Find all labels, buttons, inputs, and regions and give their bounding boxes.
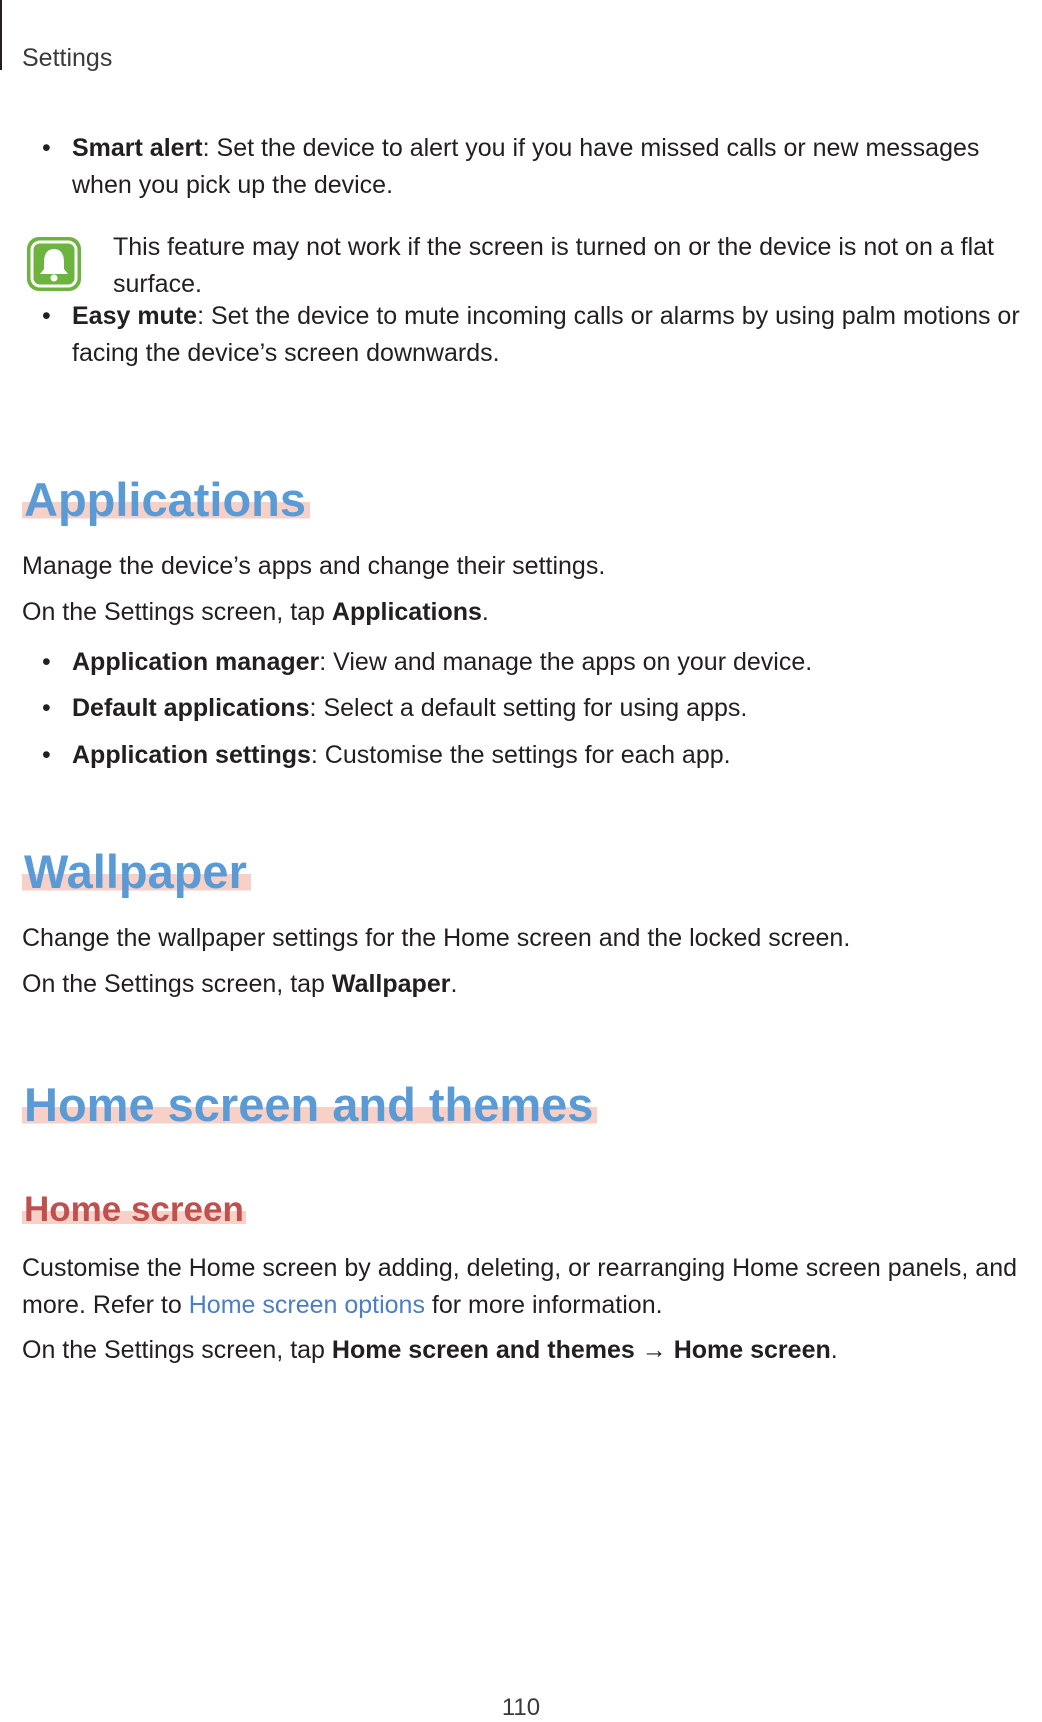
instruction-target-2: Home screen <box>673 1336 831 1364</box>
page-margin-line <box>0 0 2 70</box>
bullet-description: : Set the device to alert you if you have missed calls or new messages when you pick up the device. <box>72 134 980 199</box>
intro-prefix: Customise the Home screen by adding, deleting, or rearranging Home screen panels, and more. Refer to <box>22 1254 1017 1319</box>
home-themes-heading: Home screen and themes <box>22 1081 597 1128</box>
instruction-target-1: Home screen and themes <box>331 1336 635 1364</box>
home-screen-intro <box>22 1250 1022 1324</box>
wallpaper-heading: Wallpaper <box>22 848 251 895</box>
applications-instruction <box>22 594 1022 631</box>
applications-heading: Applications <box>22 476 310 523</box>
bullet-label: Application manager <box>72 648 320 676</box>
bullet-dot: • <box>42 648 51 676</box>
intro-suffix: for more information. <box>424 1291 663 1319</box>
bullet-text <box>72 690 1022 727</box>
bullet-dot: • <box>42 694 51 722</box>
bullet-label: Application settings <box>72 741 311 769</box>
note-text: This feature may not work if the screen is turned on or the device is not on a flat surface. <box>113 233 995 298</box>
bullet-label: Smart alert <box>72 134 203 162</box>
page-header: Settings <box>22 44 113 72</box>
bullet-dot: • <box>42 302 51 330</box>
applications-intro: Manage the device’s apps and change their settings. <box>22 552 606 580</box>
bullet-description: : Set the device to mute incoming calls or alarms by using palm motions or facing the device’s screen downwards. <box>72 302 1020 367</box>
home-screen-subheading: Home screen <box>24 1190 244 1229</box>
bullet-text <box>72 298 1022 372</box>
bullet-text <box>72 130 1022 204</box>
wallpaper-instruction <box>22 966 1022 1003</box>
instruction-target: Wallpaper <box>331 970 451 998</box>
instruction-prefix: On the Settings screen, tap <box>22 1336 332 1364</box>
bullet-label: Easy mute <box>72 302 198 330</box>
home-screen-instruction <box>22 1332 1022 1369</box>
instruction-prefix: On the Settings screen, tap <box>22 970 332 998</box>
wallpaper-intro: Change the wallpaper settings for the Home screen and the locked screen. <box>22 924 851 952</box>
instruction-prefix: On the Settings screen, tap <box>22 598 332 626</box>
bullet-dot: • <box>42 134 51 162</box>
bullet-text <box>72 644 1022 681</box>
instruction-target: Applications <box>331 598 482 626</box>
bell-icon <box>24 234 84 294</box>
bullet-description: : Customise the settings for each app. <box>310 741 731 769</box>
bullet-dot: • <box>42 741 51 769</box>
bullet-label: Default applications <box>72 694 310 722</box>
bullet-description: : Select a default setting for using apps. <box>309 694 748 722</box>
instruction-suffix: . <box>450 970 458 998</box>
arrow-icon: → <box>634 1336 674 1364</box>
bullet-description: : View and manage the apps on your device. <box>319 648 813 676</box>
bullet-text <box>72 737 1022 774</box>
home-screen-options-link[interactable]: Home screen options <box>188 1291 425 1319</box>
instruction-suffix: . <box>830 1336 838 1364</box>
instruction-suffix: . <box>481 598 489 626</box>
page-number: 110 <box>501 1694 541 1721</box>
